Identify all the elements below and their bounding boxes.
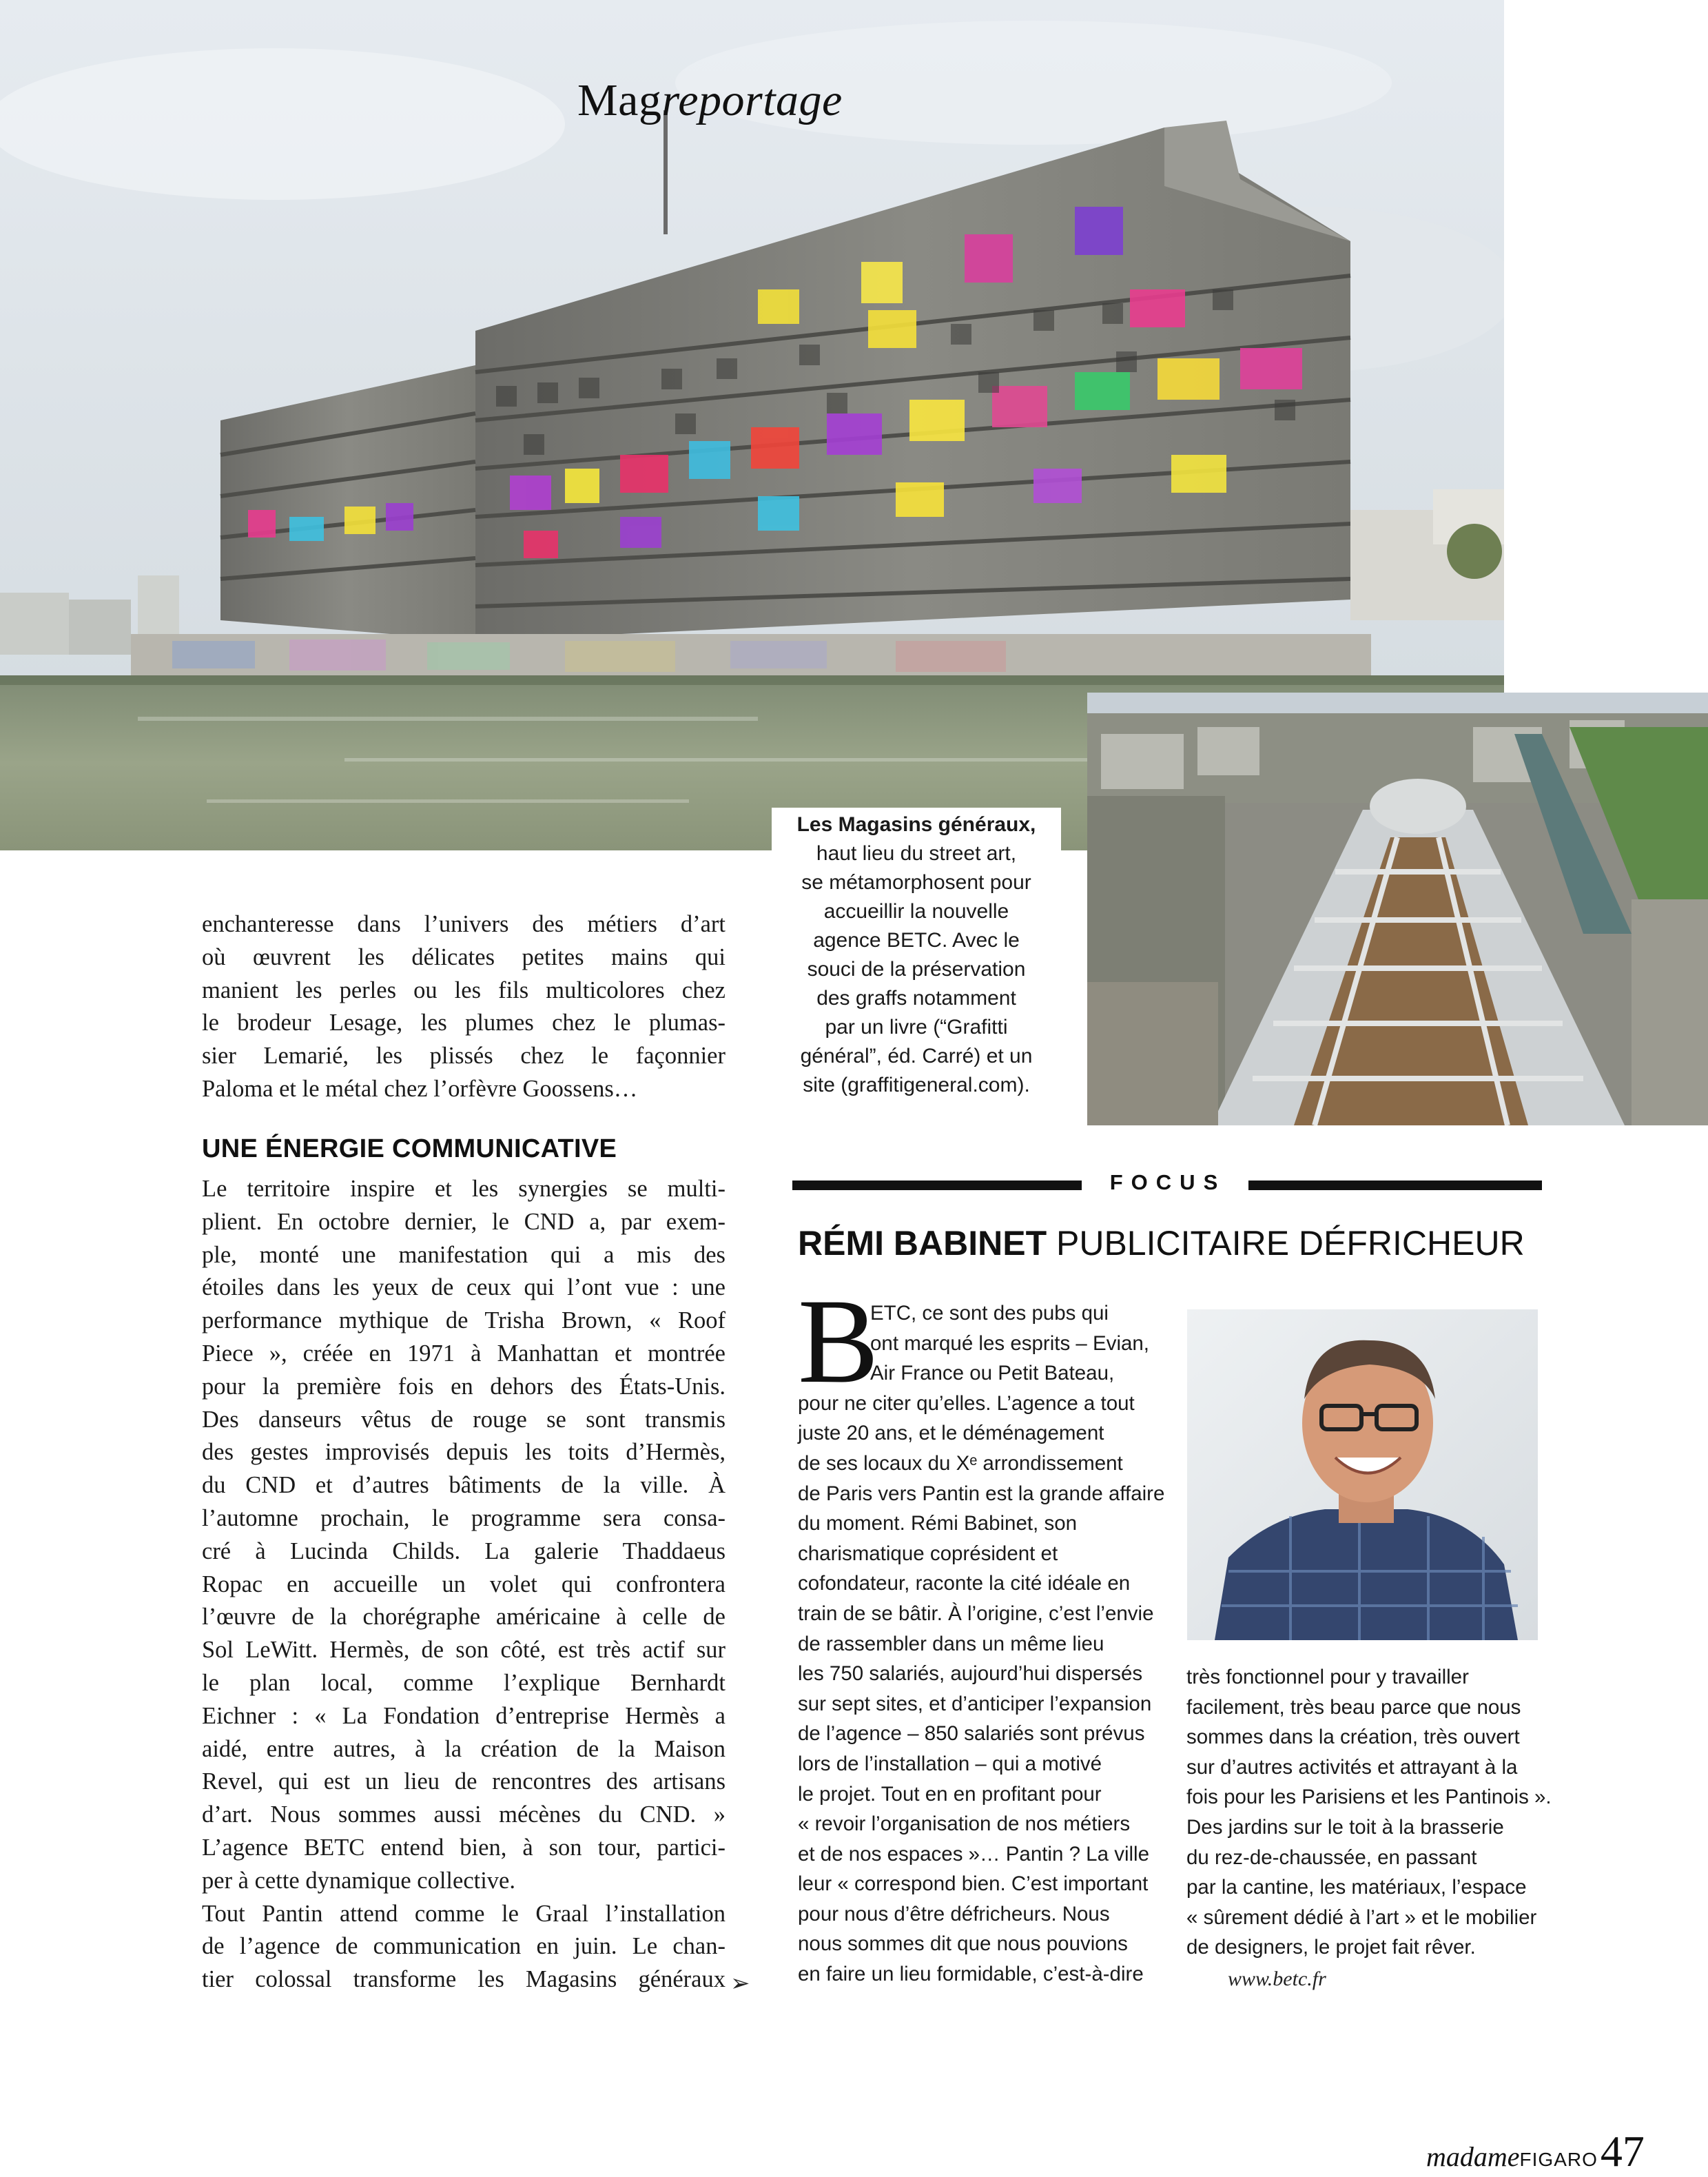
focus-line: charismatique coprésident et [798,1542,1058,1565]
article-line: plient. En octobre dernier, le CND a, par exem- [202,1208,726,1235]
page-number: 47 [1600,2127,1645,2176]
focus-line: « sûrement dédié à l’art » et le mobilier [1186,1905,1537,1929]
focus-line: Des jardins sur le toit à la brasserie [1186,1815,1504,1839]
portrait-illustration [1187,1309,1538,1640]
article-line: Piece », créée en 1971 à Manhattan et montrée [202,1340,726,1367]
caption-line: site (graffitigeneral.com). [803,1074,1030,1096]
article-line: Le territoire inspire et les synergies se multi- [202,1176,726,1202]
article-line: étoiles dans les yeux de ceux qui l’ont vue : une [202,1274,726,1301]
focus-line: pour ne citer qu’elles. L’agence a tout [798,1391,1135,1415]
remi-babinet-portrait [1187,1309,1538,1640]
focus-line: train de se bâtir. À l’origine, c’est l’envie [798,1602,1154,1625]
caption-line: accueillir la nouvelle [823,900,1009,923]
caption-line: se métamorphosent pour [801,871,1031,894]
article-line: le plan local, comme l’explique Bernhardt [202,1669,726,1696]
focus-line: les 750 salariés, aujourd’hui dispersés [798,1662,1143,1686]
website-link[interactable]: www.betc.fr [1228,1968,1326,1990]
focus-person-name: RÉMI BABINET [798,1224,1047,1263]
drop-cap: B [798,1274,879,1409]
focus-line: lors de l’installation – qui a motivé [798,1752,1102,1775]
article-line: des gestes improvisés depuis les toits d’Hermès, [202,1439,726,1466]
focus-line: ont marqué les esprits – Evian, [870,1331,1150,1355]
article-line: où œuvrent les délicates petites mains qui [202,943,726,970]
focus-title [798,1223,1525,1263]
focus-line: par la cantine, les matériaux, l’espace [1186,1876,1527,1899]
photo-caption [772,808,1061,1100]
focus-line: de ses locaux du Xᵉ arrondissement [798,1451,1123,1475]
focus-line: et de nos espaces »… Pantin ? La ville [798,1842,1150,1866]
article-line: performance mythique de Trisha Brown, « Roof [202,1307,726,1334]
article-line: pour la première fois en dehors des États-Unis. [202,1373,726,1400]
caption-line: agence BETC. Avec le [813,929,1020,952]
aerial-roof-photo [1087,693,1708,1125]
caption-line: haut lieu du street art, [816,842,1017,865]
focus-line: « revoir l’organisation de nos métiers [798,1812,1131,1836]
focus-line: fois pour les Parisiens et les Pantinois ». [1186,1786,1552,1809]
focus-line: du rez-de-chaussée, en passant [1186,1846,1477,1869]
focus-line: du moment. Rémi Babinet, son [798,1512,1078,1535]
article-line: L’agence BETC entend bien, à son tour, partici- [202,1834,726,1861]
magazine-brand: madame [1426,2141,1520,2172]
focus-line: de rassembler dans un même lieu [798,1632,1104,1655]
caption-line: par un livre (“Grafitti [825,1016,1008,1039]
section-label [577,74,843,127]
caption-line: général”, éd. Carré) et un [800,1045,1033,1067]
article-line: tier colossal transforme les Magasins généraux [202,1966,726,1993]
focus-text-left [798,1298,1165,1990]
focus-line: pour nous d’être défricheurs. Nous [798,1902,1110,1925]
article-line: manient les perles ou les fils multicolores chez [202,977,726,1003]
article-line: le brodeur Lesage, les plumes chez le plumas- [202,1010,726,1036]
focus-line: ETC, ce sont des pubs qui [870,1302,1109,1325]
focus-text-right [1186,1662,1552,1963]
article-line: enchanteresse dans l’univers des métiers d’art [202,911,726,937]
article-line: Sol LeWitt. Hermès, de son côté, est très actif sur [202,1637,726,1664]
focus-rule-left [792,1181,1082,1190]
article-line: ple, monté une manifestation qui a mis des [202,1241,726,1268]
article-line: Eichner : « La Fondation d’entreprise Hermès a [202,1702,726,1729]
focus-label: FOCUS [1109,1170,1226,1194]
aerial-illustration [1087,693,1708,1125]
article-line: Ropac en accueille un volet qui confrontera [202,1571,726,1597]
focus-line: leur « correspond bien. C’est important [798,1872,1149,1896]
magazine-brand-suffix: FIGARO [1519,2149,1598,2170]
article-line: Revel, qui est un lieu de rencontres des artisans [202,1768,726,1795]
caption-line: souci de la préservation [807,958,1026,981]
focus-line: de designers, le projet fait rêver. [1186,1936,1476,1959]
article-line: l’automne prochain, le programme sera consa- [202,1504,726,1531]
focus-line: le projet. Tout en en profitant pour [798,1782,1102,1806]
focus-rule-right [1248,1181,1542,1190]
focus-line: Air France ou Petit Bateau, [870,1362,1115,1385]
focus-line: sur sept sites, et d’anticiper l’expansion [798,1692,1152,1715]
article-line: sier Lemarié, les plissés chez le façonnier [202,1043,726,1070]
focus-line: cofondateur, raconte la cité idéale en [798,1572,1131,1595]
article-intro [202,908,726,1106]
focus-line: sommes dans la création, très ouvert [1186,1726,1520,1749]
section-label-prefix: Mag [577,75,662,125]
section-label-suffix: reportage [661,75,843,125]
article-line: Tout Pantin attend comme le Graal l’installation [202,1900,726,1927]
article-line: aidé, entre autres, à la création de la Maison [202,1735,726,1762]
focus-line: de l’agence – 850 salariés sont prévus [798,1722,1145,1746]
focus-line: nous sommes dit que nous pouvions [798,1932,1128,1956]
article-line: du CND et d’autres bâtiments de la ville. À [202,1472,726,1499]
focus-line: en faire un lieu formidable, c’est-à-dire [798,1963,1144,1986]
article-line: l’œuvre de la chorégraphe américaine à celle de [202,1604,726,1631]
section-heading: UNE ÉNERGIE COMMUNICATIVE [202,1134,617,1163]
focus-person-role: PUBLICITAIRE DÉFRICHEUR [1047,1224,1525,1263]
focus-line: très fonctionnel pour y travailler [1186,1666,1469,1688]
article-body [202,1173,726,1996]
caption-lead: Les Magasins généraux, [796,813,1036,836]
caption-line: des graffs notamment [816,987,1016,1010]
focus-line: de Paris vers Pantin est la grande affaire [798,1482,1165,1505]
article-line: cré à Lucinda Childs. La galerie Thaddaeus [202,1537,726,1564]
article-line: d’art. Nous sommes aussi mécènes du CND. » [202,1801,726,1828]
article-line: Des danseurs vêtus de rouge se sont transmis [202,1406,726,1433]
article-line: per à cette dynamique collective. [202,1867,515,1894]
focus-line: facilement, très beau parce que nous [1186,1695,1521,1719]
article-line: Paloma et le métal chez l’orfèvre Goossens… [202,1075,638,1102]
focus-line: juste 20 ans, et le déménagement [798,1422,1104,1445]
continue-arrow-icon: ➢ [730,1970,750,1997]
article-line: de l’agence de communication en juin. Le chan- [202,1933,726,1960]
focus-line: sur d’autres activités et attrayant à la [1186,1755,1518,1779]
page-footer [1426,2126,1645,2177]
